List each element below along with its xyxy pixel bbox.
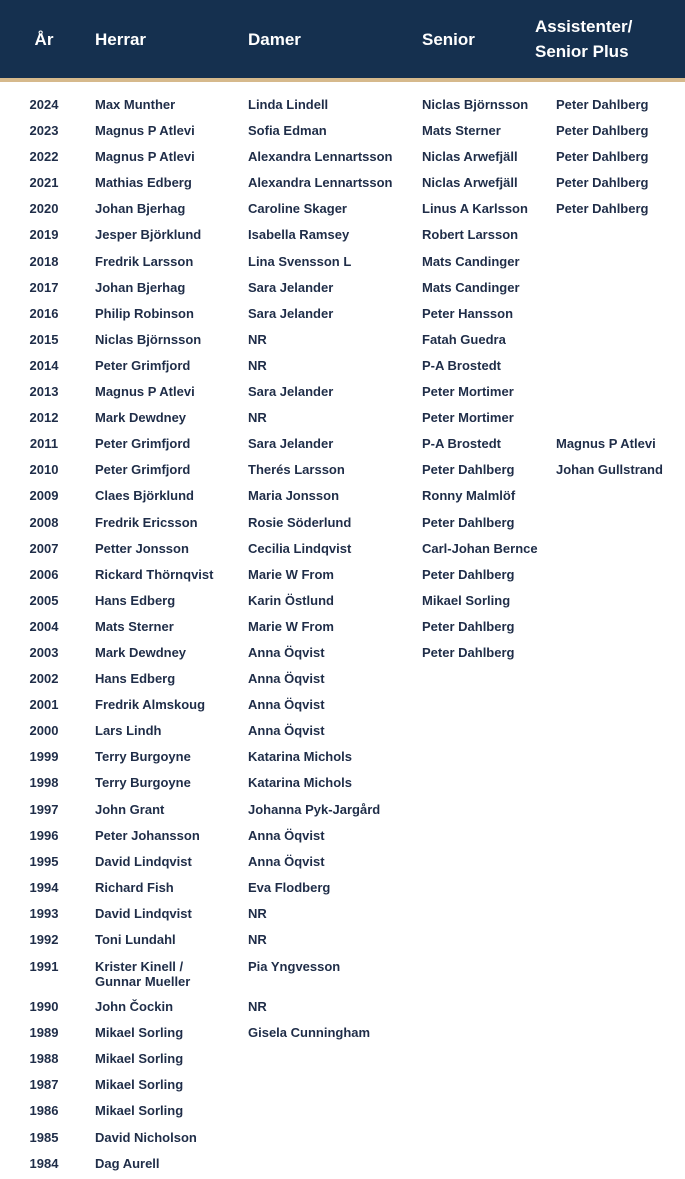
- table-row: [0, 301, 685, 327]
- herrar-cell: Peter Grimfjord: [95, 357, 191, 373]
- year-cell: 2002: [29, 671, 59, 687]
- senior-cell: Peter Hansson: [422, 305, 514, 321]
- table-row: [0, 640, 685, 666]
- herrar-cell: Johan Bjerhag: [95, 201, 186, 217]
- herrar-cell: Philip Robinson: [95, 305, 194, 321]
- year-cell: 1986: [29, 1103, 59, 1119]
- year-cell: 1987: [29, 1077, 59, 1093]
- damer-cell: Linda Lindell: [248, 97, 329, 112]
- herrar-cell: John Grant: [95, 801, 165, 817]
- herrar-cell: Peter Grimfjord: [95, 462, 191, 478]
- damer-cell: NR: [248, 932, 267, 947]
- damer-cell: NR: [248, 410, 267, 426]
- year-cell: 2006: [29, 566, 59, 582]
- senior-cell: P-A Brostedt: [422, 357, 501, 373]
- table-row: [0, 953, 685, 994]
- year-cell: 2008: [29, 514, 59, 530]
- herrar-cell: Hans Edberg: [95, 671, 176, 687]
- damer-cell: Anna Öqvist: [248, 644, 325, 660]
- senior-cell: Linus A Karlsson: [422, 201, 528, 217]
- herrar-cell: Dag Aurell: [95, 1155, 160, 1171]
- herrar-cell: Johan Bjerhag: [95, 279, 186, 295]
- assistenter-cell: Peter Dahlberg: [556, 123, 649, 139]
- damer-cell: Pia Yngvesson: [248, 959, 341, 975]
- year-cell: 2001: [29, 697, 59, 713]
- year-cell: 2005: [29, 592, 59, 608]
- year-cell: 1999: [29, 749, 59, 765]
- year-cell: 1988: [29, 1051, 59, 1067]
- herrar-cell: David Nicholson: [95, 1129, 197, 1145]
- table-row: [0, 1151, 685, 1177]
- table-row: [0, 327, 685, 353]
- damer-cell: Isabella Ramsey: [248, 227, 350, 243]
- year-cell: 2010: [29, 462, 59, 478]
- senior-cell: Peter Dahlberg: [422, 566, 515, 582]
- damer-cell: Anna Öqvist: [248, 827, 325, 843]
- assistenter-cell: Peter Dahlberg: [556, 97, 649, 112]
- herrar-cell: David Lindqvist: [95, 905, 192, 921]
- table-row: [0, 170, 685, 196]
- year-cell: 2000: [29, 723, 59, 739]
- damer-cell: Eva Flodberg: [248, 879, 331, 895]
- table-row: [0, 196, 685, 222]
- damer-cell: Anna Öqvist: [248, 853, 325, 869]
- herrar-cell: Niclas Björnsson: [95, 331, 202, 347]
- table-row: [0, 431, 685, 457]
- herrar-cell: Hans Edberg: [95, 592, 176, 608]
- year-cell: 2024: [29, 97, 59, 112]
- damer-cell: Anna Öqvist: [248, 697, 325, 713]
- herrar-cell: Mark Dewdney: [95, 644, 187, 660]
- damer-cell: Sara Jelander: [248, 436, 334, 452]
- table-row: [0, 1020, 685, 1046]
- senior-cell: P-A Brostedt: [422, 436, 501, 452]
- year-cell: 1995: [29, 853, 59, 869]
- senior-cell: Robert Larsson: [422, 227, 519, 243]
- year-cell: 1998: [29, 775, 59, 791]
- herrar-cell: Mikael Sorling: [95, 1051, 184, 1067]
- year-cell: 1984: [29, 1155, 59, 1171]
- year-cell: 1992: [29, 932, 59, 947]
- year-cell: 2007: [29, 540, 59, 556]
- table-row: [0, 849, 685, 875]
- senior-cell: Mats Sterner: [422, 123, 501, 139]
- table-row: [0, 588, 685, 614]
- herrar-cell: Magnus P Atlevi: [95, 384, 195, 400]
- header-senior: Senior: [422, 29, 475, 49]
- herrar-cell: Rickard Thörnqvist: [95, 566, 214, 582]
- damer-cell: Cecilia Lindqvist: [248, 540, 352, 556]
- damer-cell: Alexandra Lennartsson: [248, 149, 393, 165]
- herrar-cell: Mathias Edberg: [95, 175, 192, 191]
- table-row: [0, 510, 685, 536]
- table-row: [0, 666, 685, 692]
- assistenter-cell: Magnus P Atlevi: [556, 436, 656, 452]
- table-row: [0, 92, 685, 118]
- year-cell: 2016: [29, 305, 59, 321]
- assistenter-cell: Johan Gullstrand: [556, 462, 663, 478]
- damer-cell: Lina Svensson L: [248, 253, 352, 269]
- damer-cell: Johanna Pyk-Jargård: [248, 801, 381, 817]
- year-cell: 2020: [29, 201, 59, 217]
- table-row: [0, 536, 685, 562]
- senior-cell: Peter Mortimer: [422, 410, 514, 426]
- assistenter-cell: Peter Dahlberg: [556, 201, 649, 217]
- table-row: [0, 994, 685, 1020]
- senior-cell: Peter Mortimer: [422, 384, 514, 400]
- year-cell: 2023: [29, 123, 59, 139]
- herrar-cell: Richard Fish: [95, 879, 174, 895]
- table-row: [0, 1046, 685, 1072]
- senior-cell: Mats Candinger: [422, 253, 520, 269]
- table-row: [0, 823, 685, 849]
- damer-cell: Therés Larsson: [248, 462, 345, 478]
- year-cell: 2004: [29, 618, 59, 634]
- herrar-cell: Claes Björklund: [95, 488, 194, 504]
- damer-cell: Anna Öqvist: [248, 671, 325, 687]
- damer-cell: Karin Östlund: [248, 592, 334, 608]
- year-cell: 2017: [29, 279, 59, 295]
- year-cell: 2015: [29, 331, 59, 347]
- table-row: [0, 405, 685, 431]
- table-header: [0, 0, 685, 82]
- year-cell: 2012: [29, 410, 59, 426]
- herrar-cell: Krister Kinell / Gunnar Mueller: [95, 959, 191, 990]
- senior-cell: Niclas Arwefjäll: [422, 149, 518, 165]
- damer-cell: Sofia Edman: [248, 123, 327, 139]
- senior-cell: Peter Dahlberg: [422, 644, 515, 660]
- header-assistenter: Assistenter/ Senior Plus: [535, 17, 633, 61]
- year-cell: 1996: [29, 827, 59, 843]
- damer-cell: Sara Jelander: [248, 305, 334, 321]
- damer-cell: Katarina Michols: [248, 749, 353, 765]
- senior-cell: Peter Dahlberg: [422, 462, 515, 478]
- table-row: [0, 797, 685, 823]
- herrar-cell: Max Munther: [95, 97, 176, 112]
- herrar-cell: Magnus P Atlevi: [95, 149, 195, 165]
- year-cell: 1985: [29, 1129, 59, 1145]
- damer-cell: NR: [248, 999, 267, 1015]
- year-cell: 1994: [29, 879, 59, 895]
- herrar-cell: Terry Burgoyne: [95, 775, 191, 791]
- table-row: [0, 353, 685, 379]
- damer-cell: Sara Jelander: [248, 384, 334, 400]
- herrar-cell: Petter Jonsson: [95, 540, 189, 556]
- table-row: [0, 1072, 685, 1098]
- assistenter-cell: Peter Dahlberg: [556, 149, 649, 165]
- herrar-cell: Magnus P Atlevi: [95, 123, 195, 139]
- assistenter-cell: Peter Dahlberg: [556, 175, 649, 191]
- table-row: [0, 1098, 685, 1124]
- herrar-cell: Mikael Sorling: [95, 1103, 184, 1119]
- header-year: År: [34, 29, 54, 49]
- table-row: [0, 222, 685, 248]
- senior-cell: Peter Dahlberg: [422, 618, 515, 634]
- year-cell: 2011: [29, 436, 59, 452]
- herrar-cell: Mikael Sorling: [95, 1025, 184, 1041]
- header-damer: Damer: [248, 29, 301, 49]
- herrar-cell: Jesper Björklund: [95, 227, 202, 243]
- damer-cell: NR: [248, 357, 267, 373]
- herrar-cell: Toni Lundahl: [95, 932, 176, 947]
- damer-cell: Caroline Skager: [248, 201, 347, 217]
- damer-cell: Sara Jelander: [248, 279, 334, 295]
- herrar-cell: Peter Johansson: [95, 827, 200, 843]
- header-herrar: Herrar: [95, 29, 147, 49]
- table-row: [0, 144, 685, 170]
- damer-cell: Maria Jonsson: [248, 488, 340, 504]
- table-row: [0, 483, 685, 509]
- table-row: [0, 901, 685, 927]
- year-cell: 2019: [29, 227, 59, 243]
- herrar-cell: Lars Lindh: [95, 723, 162, 739]
- year-cell: 1989: [29, 1025, 59, 1041]
- table-row: [0, 562, 685, 588]
- table-row: [0, 718, 685, 744]
- senior-cell: Mats Candinger: [422, 279, 520, 295]
- damer-cell: Katarina Michols: [248, 775, 353, 791]
- year-cell: 2014: [29, 357, 59, 373]
- year-cell: 1997: [29, 801, 59, 817]
- year-cell: 2022: [29, 149, 59, 165]
- table-row: [0, 770, 685, 796]
- senior-cell: Mikael Sorling: [422, 592, 511, 608]
- damer-cell: Rosie Söderlund: [248, 514, 352, 530]
- damer-cell: Marie W From: [248, 566, 334, 582]
- table-row: [0, 875, 685, 901]
- table-row: [0, 249, 685, 275]
- senior-cell: Fatah Guedra: [422, 331, 506, 347]
- damer-cell: NR: [248, 905, 267, 921]
- table-row: [0, 614, 685, 640]
- table-row: [0, 692, 685, 718]
- year-cell: 1993: [29, 905, 59, 921]
- herrar-cell: John Čockin: [95, 999, 174, 1015]
- herrar-cell: Fredrik Larsson: [95, 253, 194, 269]
- table-row: [0, 927, 685, 953]
- year-cell: 2018: [29, 253, 59, 269]
- table-row: [0, 275, 685, 301]
- senior-cell: Carl-Johan Bernce: [422, 540, 538, 556]
- table-row: [0, 1125, 685, 1151]
- table-row: [0, 379, 685, 405]
- herrar-cell: Fredrik Almskoug: [95, 697, 206, 713]
- herrar-cell: David Lindqvist: [95, 853, 192, 869]
- senior-cell: Niclas Arwefjäll: [422, 175, 518, 191]
- damer-cell: Marie W From: [248, 618, 334, 634]
- year-cell: 2003: [29, 644, 59, 660]
- senior-cell: Niclas Björnsson: [422, 97, 529, 112]
- table-row: [0, 118, 685, 144]
- year-cell: 1991: [29, 959, 59, 975]
- damer-cell: NR: [248, 331, 267, 347]
- table-row: [0, 744, 685, 770]
- year-cell: 2021: [29, 175, 59, 191]
- herrar-cell: Terry Burgoyne: [95, 749, 191, 765]
- herrar-cell: Fredrik Ericsson: [95, 514, 198, 530]
- table-row: [0, 457, 685, 483]
- winners-table-body: [0, 92, 685, 1177]
- year-cell: 2009: [29, 488, 59, 504]
- senior-cell: Ronny Malmlöf: [422, 488, 516, 504]
- herrar-cell: Peter Grimfjord: [95, 436, 191, 452]
- herrar-cell: Mark Dewdney: [95, 410, 187, 426]
- senior-cell: Peter Dahlberg: [422, 514, 515, 530]
- damer-cell: Gisela Cunningham: [248, 1025, 371, 1041]
- damer-cell: Anna Öqvist: [248, 723, 325, 739]
- year-cell: 2013: [29, 384, 59, 400]
- herrar-cell: Mikael Sorling: [95, 1077, 184, 1093]
- year-cell: 1990: [29, 999, 59, 1015]
- herrar-cell: Mats Sterner: [95, 618, 174, 634]
- damer-cell: Alexandra Lennartsson: [248, 175, 393, 191]
